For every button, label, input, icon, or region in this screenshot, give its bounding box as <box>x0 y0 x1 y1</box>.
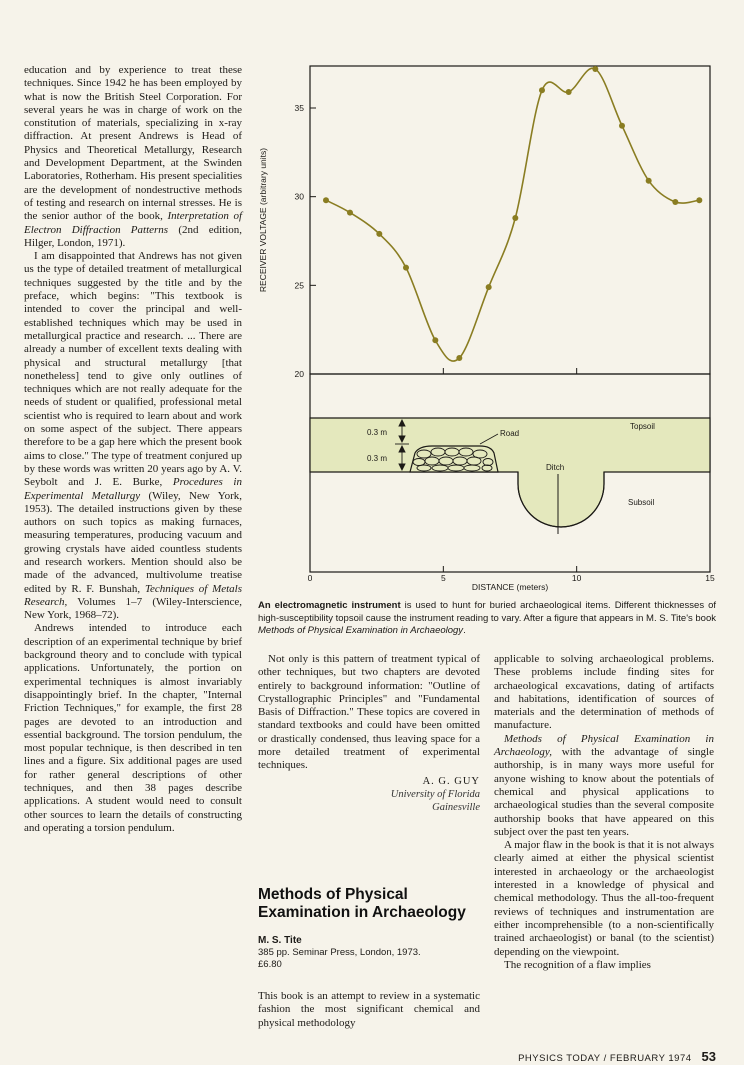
y-tick-label: 35 <box>294 103 304 113</box>
data-point <box>456 355 462 361</box>
data-point <box>512 215 518 221</box>
paragraph: Not only is this pattern of treatment typical of other techniques, but two chapters are devoted entirely to background information: "Outline of Crystallographic Principles" and "Fundamental Basis of Diffraction." These topics are covered in standard textbooks and could have been omitted or drastically condensed, thus leaving space for a more detailed treatment of experimental techniques. <box>258 653 480 772</box>
data-point <box>619 123 625 129</box>
data-point <box>592 66 598 72</box>
review-price: £6.80 <box>258 959 282 970</box>
paragraph: applicable to solving archaeological problems. These problems include finding sites for archaeological excavations, dating of artifacts and habitations, identification of sources of materials and the determination of methods of manufacture. <box>494 653 714 732</box>
data-point <box>347 210 353 216</box>
plot-frame <box>310 66 710 374</box>
paragraph: Methods of Physical Examination in Archaeology, with the advantage of single authorship, is in many ways more useful for anyone wishing to know about the potentials of chemical and physical applications to archaeological studies than the several composite authorship books that have appeared on this subject over the past ten years. <box>494 732 714 838</box>
ditch-label: Ditch <box>546 463 565 472</box>
reviewer-location: Gainesville <box>432 801 480 813</box>
figure-caption: An electromagnetic instrument is used to hunt for buried archaeological items. Different thicknesses of high-susceptibility topsoil cause the instrument reading to vary. After a figure that appears in M. S. Tite's book Methods of Physical Examination in Archaeology. <box>258 600 717 636</box>
review-title: Methods of Physical Examination in Archaeology <box>258 886 466 921</box>
figure <box>252 56 722 596</box>
review-intro <box>258 990 480 1030</box>
data-point <box>539 87 545 93</box>
data-point <box>403 265 409 271</box>
paragraph: A major flaw in the book is that it is not always clearly aimed at either the physical scientist interested in archaeology or the archaeologist interested in a knowledge of physical and chemical methodology. Thus the all-too-frequent reviews of techniques and instrumentation are either incomprehensible (to a non-scientifically trained archaeologist) or banal (to the scientist) depending on the viewpoint. <box>494 839 714 958</box>
y-tick-label: 20 <box>294 369 304 379</box>
page-number: 53 <box>701 1049 716 1064</box>
middle-column <box>258 653 480 814</box>
paragraph: This book is an attempt to review in a systematic fashion the most significant chemical and physical methodology <box>258 990 480 1029</box>
data-points <box>323 66 702 361</box>
paragraph: education and by experience to treat these techniques. Since 1942 he has been employed by what is now the British Steel Corporation. For several years he was in charge of work on the constitution of materials, specializing in x-ray diffraction. At present Andrews is Head of Physics and Theoretical Metallurgy, Research and Development Department, at the Swinden Laboratories, Rotherham. His present specialities are the development of nondestructive methods of testing and research on internal stresses. He is the senior author of the book, Interpretation of Electron Diffraction Patterns (2nd edition, Hilger, London, 1971). <box>24 64 242 249</box>
reviewer-signature <box>258 775 480 814</box>
reviewer-affiliation: University of Florida <box>390 788 480 800</box>
reviewer-name: A. G. GUY <box>422 775 480 787</box>
data-point <box>376 231 382 237</box>
review-author: M. S. Tite <box>258 935 302 946</box>
data-point <box>696 197 702 203</box>
review-header <box>258 886 483 971</box>
y-tick-label: 25 <box>294 280 304 291</box>
x-tick-label: 15 <box>705 573 715 583</box>
page-footer <box>518 1049 716 1064</box>
data-point <box>672 199 678 205</box>
y-tick-label: 30 <box>294 191 304 202</box>
paragraph: I am disappointed that Andrews has not given us the type of detailed treatment of metallurgical techniques suggested by the title and by the preface, which begins: "This textbook is intended to cover the principal and well-established techniques which may be used in metallurgical practice and research. ... There are already a number of excellent texts dealing with physical and structural metallurgy [that nonetheless] tend to give only outlines of techniques which are not really adequate for the needs of student or qualified, professional metal scientist who is required to learn about and work on some aspect of the subject. There appears therefore to be a gap here which the present book aims to close." The type of treatment conjured up by these words was written 20 years ago by A. V. Seybolt and J. E. Burke, Procedures in Experimental Metallurgy (Wiley, New York, 1953). The detailed instructions given by these authors on such topics as making furnaces, measuring temperatures, producing vacuum and growing crystals have aided countless students and research workers. Mention should also be made of the advanced, multivolume treatise edited by R. F. Bunshah, Techniques of Metals Research, Volumes 1–7 (Wiley-Interscience, New York, 1968–72). <box>24 250 243 622</box>
review-publication: 385 pp. Seminar Press, London, 1973. <box>258 947 421 958</box>
left-column <box>24 64 242 835</box>
right-column <box>494 653 714 972</box>
topsoil-label: Topsoil <box>630 422 655 431</box>
data-point <box>432 337 438 343</box>
y-axis-label: RECEIVER VOLTAGE (arbitrary units) <box>258 147 268 293</box>
subsoil-label: Subsoil <box>628 498 655 507</box>
depth-label-upper: 0.3 m <box>367 428 388 437</box>
y-axis-ticks <box>295 103 316 379</box>
x-axis-ticks <box>308 368 715 583</box>
journal-issue: PHYSICS TODAY / FEBRUARY 1974 <box>518 1053 692 1064</box>
x-tick-label: 0 <box>307 573 313 583</box>
data-point <box>566 89 572 95</box>
paragraph: The recognition of a flaw implies <box>504 958 651 971</box>
data-point <box>486 284 492 290</box>
road-label: Road <box>500 429 520 438</box>
x-axis-label: DISTANCE (meters) <box>471 582 549 592</box>
data-point <box>323 197 329 203</box>
depth-label-lower: 0.3 m <box>367 454 388 463</box>
data-point <box>646 178 652 184</box>
paragraph: Andrews intended to introduce each description of an experimental technique by brief background theory and to conclude with typical applications. Unfortunately, the portion on experimental techniques is almost invariably disappointingly brief. In the chapter, "Internal Friction Techniques," for example, the first 28 pages are devoted to an introduction and essential background. The torsion pendulum, the most popular technique, is then described in ten lines and a figure. Six additional pages are used for rather general descriptions of other techniques, and then 38 pages describe applications. A student would need to consult other sources to learn the details of constructing and operating a torsion pendulum. <box>24 622 242 834</box>
data-curve <box>326 68 699 361</box>
x-tick-label: 5 <box>440 573 446 583</box>
x-tick-label: 10 <box>571 573 582 583</box>
section-frame <box>310 374 710 572</box>
